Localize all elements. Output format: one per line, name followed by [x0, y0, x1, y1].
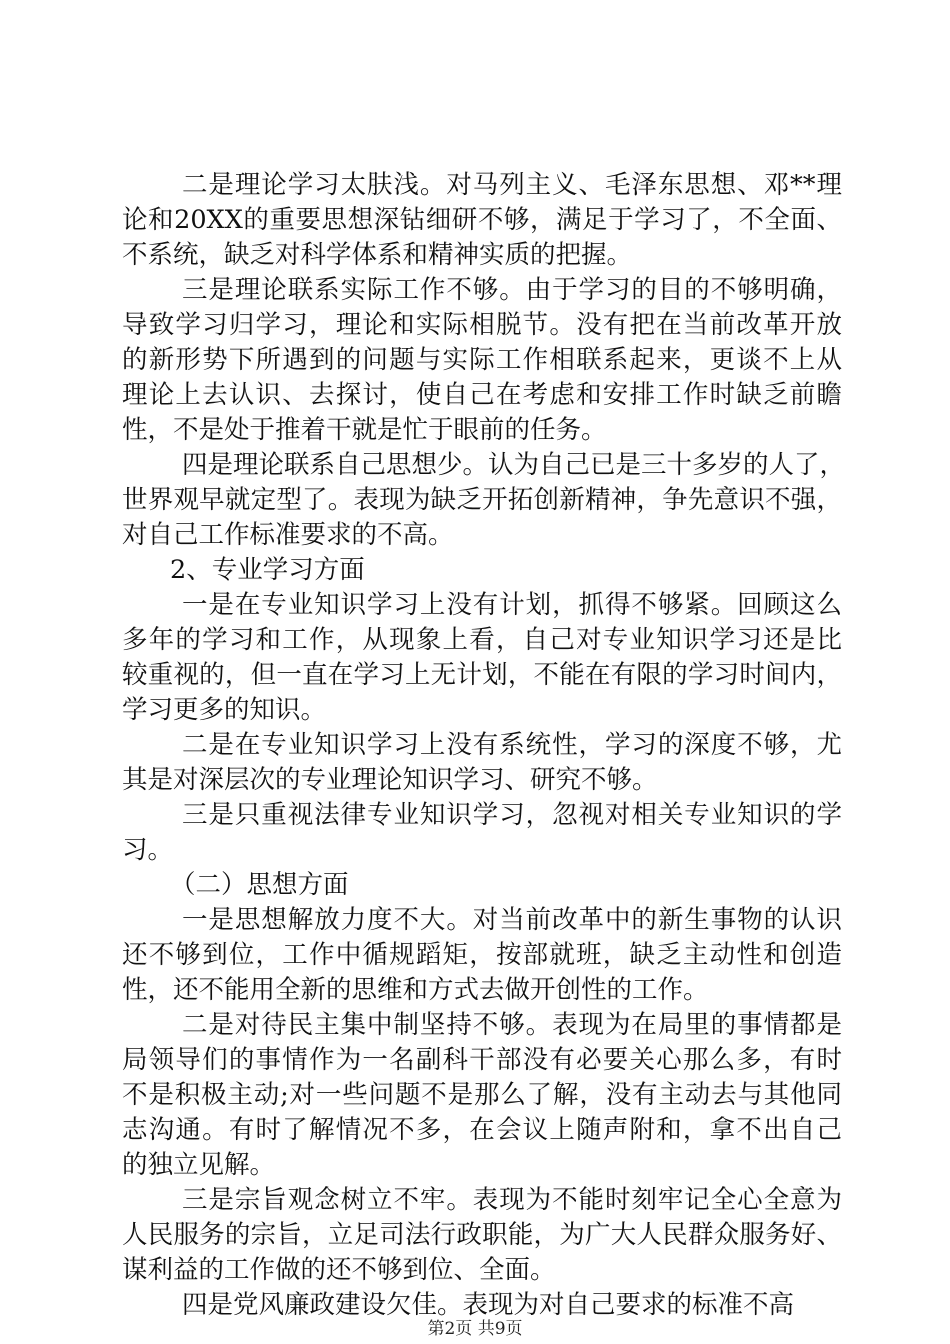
- text-line: 一是在专业知识学习上没有计划，抓得不够紧。回顾这么: [182, 590, 842, 620]
- text-line: 习。: [122, 835, 174, 865]
- text-line: 多年的学习和工作，从现象上看，自己对专业知识学习还是比: [122, 625, 842, 655]
- text-line: 的独立见解。: [122, 1150, 276, 1180]
- text-line: 一是思想解放力度不大。对当前改革中的新生事物的认识: [182, 905, 842, 935]
- text-line: 理论上去认识、去探讨，使自己在考虑和安排工作时缺乏前瞻: [122, 380, 842, 410]
- text-line: 四是理论联系自己思想少。认为自己已是三十多岁的人了，: [182, 450, 846, 480]
- text-line: 不系统，缺乏对科学体系和精神实质的把握。: [122, 240, 633, 270]
- page-number: 第2页 共9页: [427, 1319, 523, 1339]
- text-line: 志沟通。有时了解情况不多，在会议上随声附和，拿不出自己: [122, 1115, 842, 1145]
- text-line: 谋利益的工作做的还不够到位、全面。: [122, 1255, 556, 1285]
- text-line: 的新形势下所遇到的问题与实际工作相联系起来，更谈不上从: [122, 345, 842, 375]
- text-line: 二是对待民主集中制坚持不够。表现为在局里的事情都是: [182, 1010, 842, 1040]
- text-line: 学习更多的知识。: [122, 695, 327, 725]
- text-line: 性，不是处于推着干就是忙于眼前的任务。: [122, 415, 607, 445]
- text-line: 论和20XX的重要思想深钻细研不够，满足于学习了，不全面、: [122, 205, 842, 235]
- text-line: 四是党风廉政建设欠佳。表现为对自己要求的标准不高: [182, 1290, 795, 1320]
- text-line: 其是对深层次的专业理论知识学习、研究不够。: [122, 765, 658, 795]
- text-line: 世界观早就定型了。表现为缺乏开拓创新精神，争先意识不强，: [122, 485, 842, 515]
- text-line: 导致学习归学习，理论和实际相脱节。没有把在当前改革开放: [122, 310, 842, 340]
- text-line: 对自己工作标准要求的不高。: [122, 520, 454, 550]
- text-line: 三是只重视法律专业知识学习，忽视对相关专业知识的学: [182, 800, 842, 830]
- text-line: 局领导们的事情作为一名副科干部没有必要关心那么多，有时: [122, 1045, 842, 1075]
- text-line: 还不够到位，工作中循规蹈矩，按部就班，缺乏主动性和创造: [122, 940, 842, 970]
- section-heading: （二）思想方面: [170, 870, 349, 900]
- section-heading: 2、专业学习方面: [170, 555, 365, 585]
- text-line: 不是积极主动;对一些问题不是那么了解，没有主动去与其他同: [122, 1080, 842, 1110]
- text-line: 二是在专业知识学习上没有系统性，学习的深度不够，尤: [182, 730, 842, 760]
- text-line: 人民服务的宗旨，立足司法行政职能，为广大人民群众服务好、: [122, 1220, 842, 1250]
- text-line: 性，还不能用全新的思维和方式去做开创性的工作。: [122, 975, 709, 1005]
- text-line: 较重视的，但一直在学习上无计划，不能在有限的学习时间内，: [122, 660, 842, 690]
- text-line: 三是理论联系实际工作不够。由于学习的目的不够明确，: [182, 275, 842, 305]
- text-line: 二是理论学习太肤浅。对马列主义、毛泽东思想、邓**理: [182, 170, 842, 200]
- text-line: 三是宗旨观念树立不牢。表现为不能时刻牢记全心全意为: [182, 1185, 842, 1215]
